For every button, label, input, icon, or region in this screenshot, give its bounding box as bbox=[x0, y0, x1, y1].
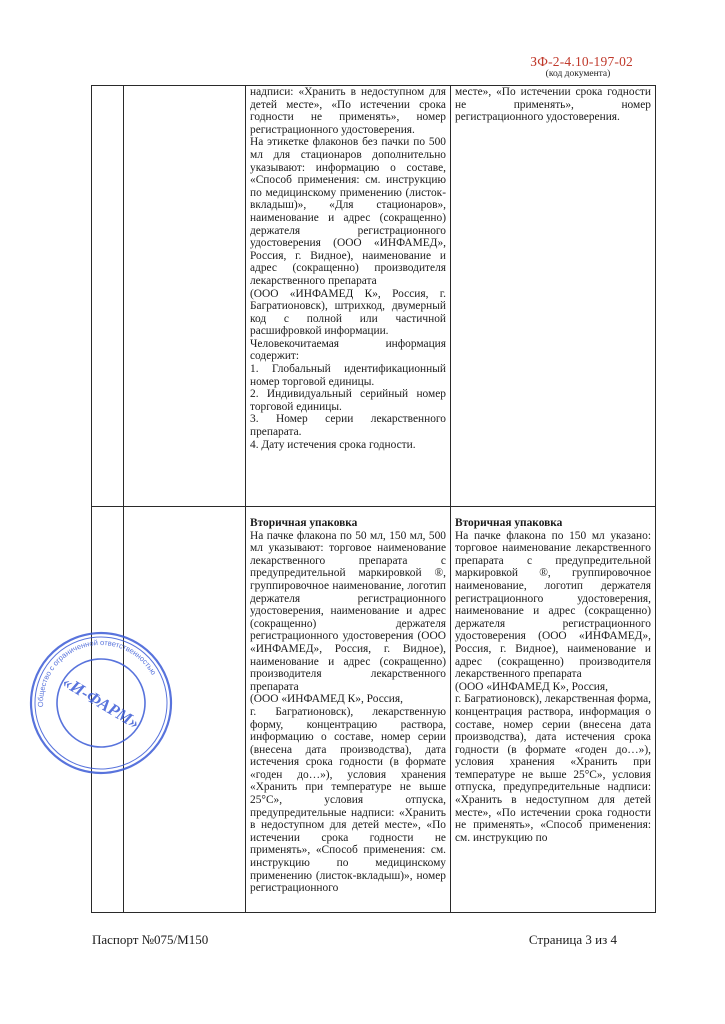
table-cell-indicator bbox=[124, 86, 246, 507]
table-cell-requirements bbox=[246, 507, 451, 913]
list-item: 2. Индивидуальный серийный номер торговой единицы. bbox=[250, 388, 446, 413]
company-stamp bbox=[21, 623, 181, 783]
document-code-label: (код документа) bbox=[545, 69, 611, 79]
paragraph: (ООО «ИНФАМЕД К», Россия, г. Багратионовск), штрихкод, двумерный код с полной или частичной расшифровкой информации. bbox=[250, 287, 446, 338]
list-item: 1. Глобальный идентификационный номер торговой единицы. bbox=[250, 363, 446, 388]
passport-number: Паспорт №075/М150 bbox=[92, 932, 209, 947]
paragraph: (ООО «ИНФАМЕД К», Россия, bbox=[250, 693, 403, 706]
section-heading: Вторичная упаковка bbox=[455, 517, 563, 529]
paragraph: надписи: «Хранить в недоступном для детей месте», «По истечении срока годности не применять», номер регистрационного удостоверения. bbox=[250, 86, 446, 136]
paragraph: месте», «По истечении срока годности не применять», номер регистрационного удостоверения. bbox=[455, 86, 651, 124]
stamp-center-text: «И-ФАРМ» bbox=[59, 672, 143, 733]
paragraph: На этикетке флаконов без пачки по 500 мл для стационаров дополнительно указывают: информацию о составе, «Способ применения: см. инструкцию по медицинскому применению (листок-вкладыш)», «Для стационаров», наименование и адрес (сокращенно) держателя регистрационного удостоверения (ООО «ИНФАМЕД», Россия, г. Видное), наименование и адрес (сокращенно) производителя лекарственного препарата bbox=[250, 136, 446, 287]
paragraph: г. Багратионовск), лекарственная форма, концентрация раствора, информация о составе, номер серии (внесена дата производства), дата истечения срока годности (в формате «годен до…»), условия хранения «Хранить при температуре не выше 25°С», условия отпуска, предупредительные надписи: «Хранить в недоступном для детей месте», «По истечении срока годности не применять», «Способ применения: см. инструкцию по bbox=[455, 693, 651, 844]
paragraph: г. Багратионовск), лекарственную форму, концентрацию раствора, информацию о составе, номер серии (внесена дата производства), дата истечения срока годности (в формате «годен до…»), условия хранения «Хранить при температуре не выше 25°С», условия отпуска, предупредительные надписи: «Хранить в недоступном для детей месте», «По истечении срока годности не применять», «Способ применения: см. инструкцию по медицинскому применению (листок-вкладыш)», номер регистрационного bbox=[250, 705, 446, 895]
list-item: 3. Номер серии лекарственного препарата. bbox=[250, 413, 446, 439]
page-number: Страница 3 из 4 bbox=[528, 932, 617, 947]
list-item: 4. Дату истечения срока годности. bbox=[250, 438, 416, 451]
table-cell-results bbox=[451, 86, 656, 507]
table-row bbox=[92, 86, 656, 507]
paragraph: На пачке флакона по 150 мл указано: торговое наименование лекарственного препарата с предупредительной маркировкой ®, группировочное наименование, логотип держателя регистрационного удостоверения, наименование и адрес (сокращенно) держателя регистрационного удостоверения (ООО «ИНФАМЕД», Россия, г. Видное), наименование и адрес (сокращенно) производителя лекарственного препарата bbox=[455, 529, 651, 681]
paragraph: (ООО «ИНФАМЕД К», Россия, bbox=[455, 680, 608, 693]
document-code-block bbox=[493, 54, 633, 79]
table-cell-results bbox=[451, 507, 656, 913]
stamp-ring-text: Общество с ограниченной ответственностью bbox=[35, 637, 159, 708]
specification-table bbox=[91, 85, 656, 913]
table-cell-requirements bbox=[246, 86, 451, 507]
table-cell-number bbox=[92, 86, 124, 507]
document-code: ЗФ-2-4.10-197-02 bbox=[530, 54, 633, 69]
paragraph: Человекочитаемая информация содержит: bbox=[250, 337, 446, 363]
paragraph: На пачке флакона по 50 мл, 150 мл, 500 мл указывают: торговое наименование лекарственного препарата с предупредительной маркировкой ®, группировочное наименование, логотип держателя регистрационного удостоверения, наименование и адрес (сокращенно) держателя регистрационного удостоверения (ООО «ИНФАМЕД», Россия, г. Видное), наименование и адрес (сокращенно) производителя лекарственного препарата bbox=[250, 529, 446, 693]
section-heading: Вторичная упаковка bbox=[250, 517, 358, 529]
